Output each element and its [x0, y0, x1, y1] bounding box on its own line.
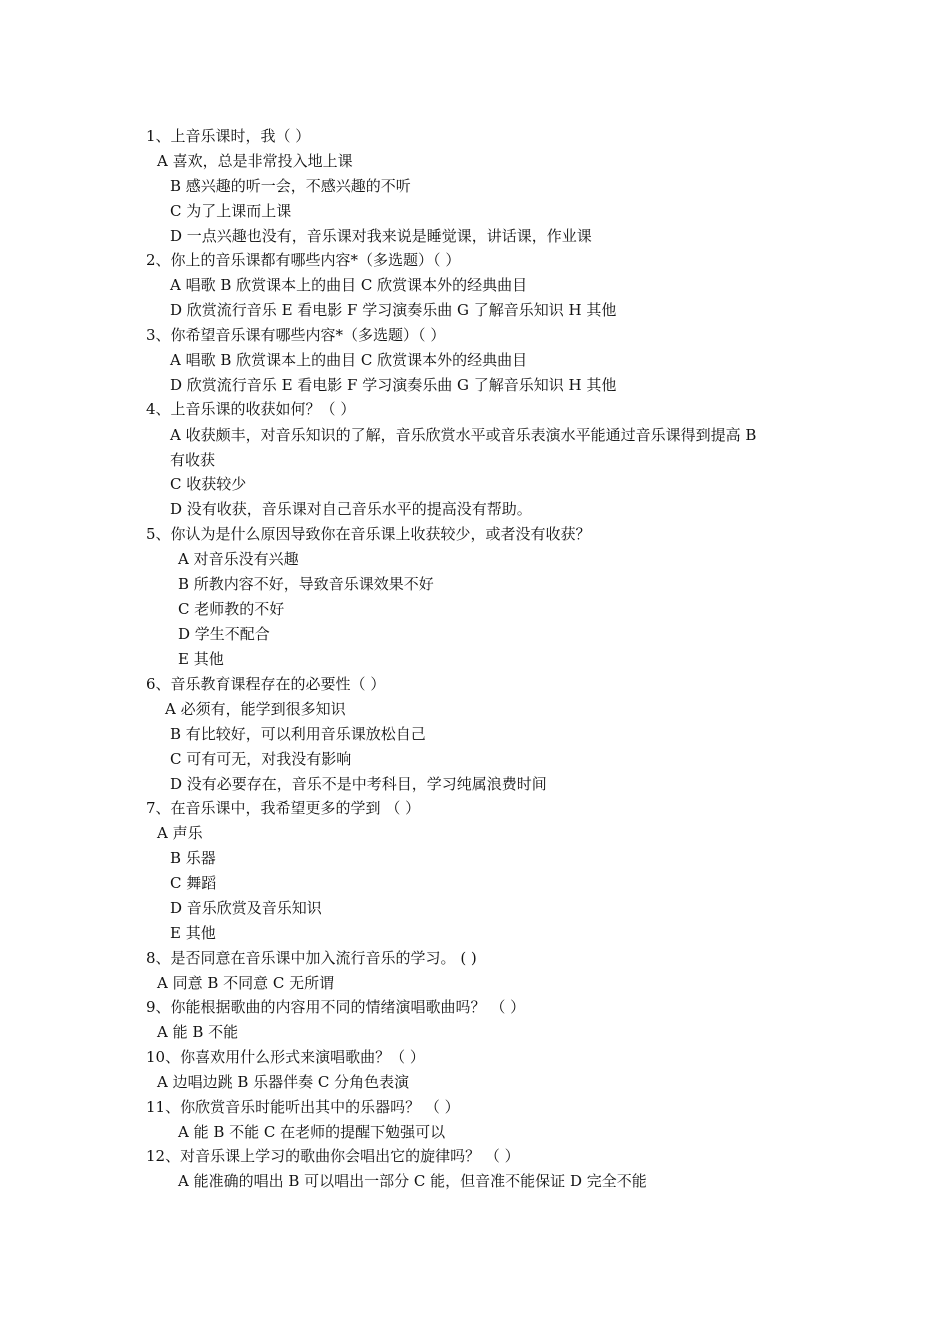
- option-line: A 必须有，能学到很多知识: [165, 700, 346, 718]
- option-line: B 所教内容不好，导致音乐课效果不好: [178, 575, 434, 593]
- question-2: 2、你上的音乐课都有哪些内容*（多选题）（ ）: [146, 251, 461, 269]
- option-line: D 没有收获，音乐课对自己音乐水平的提高没有帮助。: [170, 500, 532, 518]
- option-line: A 唱歌 B 欣赏课本上的曲目 C 欣赏课本外的经典曲目: [170, 276, 528, 294]
- option-line: D 没有必要存在，音乐不是中考科目，学习纯属浪费时间: [170, 775, 547, 793]
- option-line: A 对音乐没有兴趣: [178, 550, 299, 568]
- option-line: B 有比较好，可以利用音乐课放松自己: [170, 725, 426, 743]
- option-line: D 一点兴趣也没有，音乐课对我来说是睡觉课，讲话课，作业课: [170, 227, 592, 245]
- option-line: A 能 B 不能: [157, 1023, 239, 1041]
- option-line: A 能准确的唱出 B 可以唱出一部分 C 能，但音准不能保证 D 完全不能: [178, 1172, 647, 1190]
- question-1: 1、上音乐课时，我（ ）: [146, 127, 311, 145]
- question-3: 3、你希望音乐课有哪些内容*（多选题）（ ）: [146, 326, 446, 344]
- option-line: C 为了上课而上课: [170, 202, 292, 220]
- option-line: 有收获: [170, 451, 216, 469]
- option-line: A 声乐: [157, 824, 203, 842]
- option-line: A 边唱边跳 B 乐器伴奏 C 分角色表演: [157, 1073, 410, 1091]
- question-4: 4、上音乐课的收获如何？（ ）: [146, 400, 356, 418]
- option-line: B 乐器: [170, 849, 216, 867]
- option-line: A 同意 B 不同意 C 无所谓: [157, 974, 335, 992]
- option-line: A 能 B 不能 C 在老师的提醒下勉强可以: [178, 1123, 446, 1141]
- question-10: 10、你喜欢用什么形式来演唱歌曲？（ ）: [146, 1048, 425, 1066]
- question-12: 12、对音乐课上学习的歌曲你会唱出它的旋律吗？ （ ）: [146, 1147, 520, 1165]
- option-line: A 喜欢，总是非常投入地上课: [157, 152, 353, 170]
- option-line: D 学生不配合: [178, 625, 270, 643]
- question-6: 6、音乐教育课程存在的必要性（ ）: [146, 675, 386, 693]
- question-5: 5、你认为是什么原因导致你在音乐课上收获较少，或者没有收获？: [146, 525, 591, 543]
- question-11: 11、你欣赏音乐时能听出其中的乐器吗？ （ ）: [146, 1098, 460, 1116]
- option-line: E 其他: [178, 650, 224, 668]
- option-line: C 舞蹈: [170, 874, 217, 892]
- option-line: C 收获较少: [170, 475, 247, 493]
- option-line: C 可有可无，对我没有影响: [170, 750, 352, 768]
- option-line: E 其他: [170, 924, 216, 942]
- option-line: A 唱歌 B 欣赏课本上的曲目 C 欣赏课本外的经典曲目: [170, 351, 528, 369]
- option-line: D 欣赏流行音乐 E 看电影 F 学习演奏乐曲 G 了解音乐知识 H 其他: [170, 301, 617, 319]
- option-line: A 收获颇丰，对音乐知识的了解，音乐欣赏水平或音乐表演水平能通过音乐课得到提高 B: [170, 426, 757, 444]
- question-8: 8、是否同意在音乐课中加入流行音乐的学习。 ( ): [146, 949, 477, 967]
- option-line: C 老师教的不好: [178, 600, 285, 618]
- option-line: D 欣赏流行音乐 E 看电影 F 学习演奏乐曲 G 了解音乐知识 H 其他: [170, 376, 617, 394]
- question-9: 9、你能根据歌曲的内容用不同的情绪演唱歌曲吗？ （ ）: [146, 998, 526, 1016]
- option-line: D 音乐欣赏及音乐知识: [170, 899, 322, 917]
- option-line: B 感兴趣的听一会，不感兴趣的不听: [170, 177, 411, 195]
- question-7: 7、在音乐课中，我希望更多的学到 （ ）: [146, 799, 421, 817]
